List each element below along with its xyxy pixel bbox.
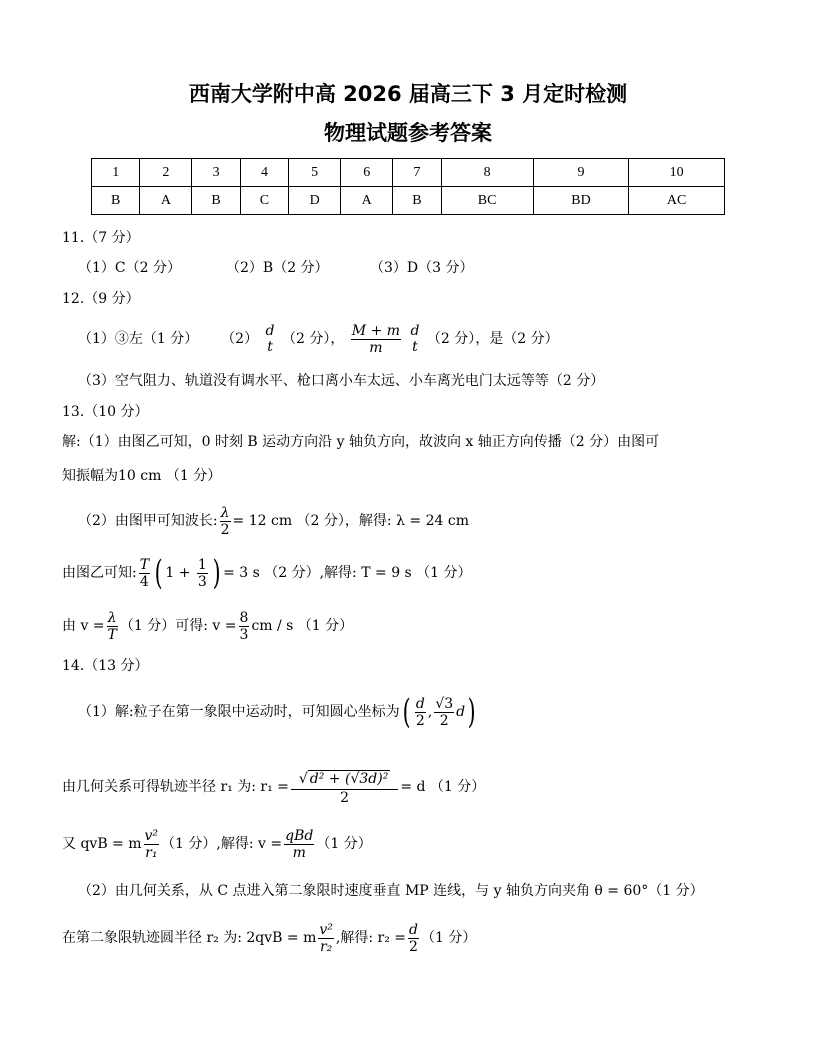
q11-part2: （2）B（2 分）	[226, 260, 329, 276]
denominator: t	[412, 339, 418, 355]
question-number: 2	[140, 159, 192, 187]
q13-line5-result: cm / s （1 分）	[251, 618, 354, 634]
denominator: t	[267, 339, 273, 355]
question-number: 1	[92, 159, 140, 187]
numerator: 8	[239, 609, 249, 626]
fraction-d-over-t	[265, 323, 276, 355]
q13-line4-result: = 3 s （2 分）,解得: T = 9 s （1 分）	[223, 565, 472, 581]
numerator: T	[139, 556, 150, 573]
fraction-T-over-4	[139, 557, 150, 590]
fraction-lambda-over-T	[107, 610, 118, 643]
fraction-v2-over-r1	[144, 828, 160, 861]
q14-heading: 14.（13 分）	[62, 658, 149, 674]
question-number: 9	[533, 159, 629, 187]
answer-table	[91, 158, 725, 215]
denominator: T	[107, 626, 117, 643]
numerator: d	[409, 921, 418, 938]
fraction-qBd-over-m	[284, 828, 314, 861]
q14-line5-score: （1 分）	[420, 930, 477, 946]
q14-line3-score: （1 分）	[316, 836, 372, 852]
denominator: m	[369, 339, 383, 356]
fraction-lambda-over-2	[220, 505, 231, 538]
right-paren: )	[467, 692, 476, 732]
numerator: qBd	[285, 827, 314, 844]
q13-heading: 13.（10 分）	[62, 404, 149, 420]
denominator: 2	[439, 712, 449, 729]
q14-line3-text: 又 qvB = m	[62, 836, 142, 852]
fraction-mass-ratio	[351, 323, 401, 356]
denominator: r₁	[145, 844, 158, 861]
q13-line5-text: 由 v =	[62, 618, 105, 634]
numerator: 1	[197, 556, 207, 573]
q14-line4: （2）由几何关系，从 C 点进入第二象限时速度垂直 MP 连线，与 y 轴负方向夹角 θ = 60°（1 分）	[78, 883, 704, 899]
q12-score1: （2 分），	[281, 331, 345, 347]
q14-line3	[62, 824, 372, 864]
q14-line2-text: 由几何关系可得轨迹半径 r₁ 为: r₁ =	[62, 779, 289, 795]
numerator: λ	[220, 504, 230, 521]
q13-line4-text: 由图乙可知:	[62, 565, 137, 581]
numerator: v²	[144, 827, 159, 844]
answer-cell: B	[393, 187, 441, 215]
left-paren: (	[402, 692, 411, 732]
page-subtitle: 物理试题参考答案	[324, 121, 492, 145]
question-number-row	[92, 159, 725, 187]
q13-line3-result: = 12 cm （2 分），解得: λ = 24 cm	[232, 513, 469, 529]
question-number: 5	[289, 159, 341, 187]
answer-cell: AC	[629, 187, 725, 215]
q14-line5	[62, 918, 476, 958]
variable-d: d	[456, 704, 466, 720]
numerator: d	[410, 323, 420, 339]
one: 1	[165, 565, 175, 581]
numerator: d	[415, 695, 425, 712]
right-paren: )	[212, 553, 221, 593]
numerator: λ	[107, 609, 117, 626]
fraction-radius	[291, 768, 398, 806]
numerator: M + m	[351, 322, 401, 339]
question-number: 10	[629, 159, 725, 187]
answer-cell: A	[341, 187, 393, 215]
question-number: 3	[192, 159, 240, 187]
fraction-d-over-2	[408, 922, 419, 955]
left-paren: (	[154, 553, 163, 593]
denominator: 3	[197, 573, 207, 590]
sqrt-radicand: d² + (√3d)²	[309, 771, 389, 787]
denominator: 2	[220, 521, 230, 538]
q12-heading: 12.（9 分）	[62, 291, 140, 307]
numerator: v²	[319, 921, 333, 938]
denominator: r₂	[319, 938, 333, 955]
q14-line1: （1）解:粒子在第一象限中运动时，可知圆心坐标为( $\frac{d}{2}$ , $\frac{√3}{2}$ d)	[78, 692, 476, 732]
fraction-d-over-t	[409, 323, 420, 355]
denominator: 2	[415, 712, 425, 729]
answer-row	[92, 187, 725, 215]
q14-line2-result: = d （1 分）	[400, 779, 486, 795]
answer-cell: BC	[441, 187, 533, 215]
numerator: d	[265, 323, 275, 339]
numerator: √ d² + (√3d)²	[291, 768, 398, 790]
answer-cell: D	[289, 187, 341, 215]
q11-part3: （3）D（3 分）	[370, 260, 474, 276]
q14-line5-mid: ,解得: r₂ =	[335, 930, 406, 946]
denominator: 4	[139, 573, 149, 590]
answer-cell: B	[92, 187, 140, 215]
q13-line5-mid: （1 分）可得: v =	[119, 618, 237, 634]
answer-cell: A	[140, 187, 192, 215]
answer-cell: B	[192, 187, 240, 215]
q14-line1-text: （1）解:粒子在第一象限中运动时，可知圆心坐标为	[78, 704, 400, 720]
denominator: 2	[409, 938, 418, 955]
q12-part1: （1）③左（1 分）	[78, 331, 199, 347]
denominator: 3	[239, 626, 249, 643]
question-number: 7	[393, 159, 441, 187]
fraction-8-over-3	[239, 610, 250, 643]
q12-score2: （2 分），是（2 分）	[426, 331, 559, 347]
fraction-d-over-2	[415, 696, 426, 729]
q13-line2: 知振幅为10 cm （1 分）	[62, 468, 222, 484]
q12-line1	[78, 319, 559, 359]
numerator: √3	[435, 695, 454, 712]
answer-cell: BD	[533, 187, 629, 215]
question-number: 6	[341, 159, 393, 187]
question-number: 8	[441, 159, 533, 187]
fraction-sqrt3-over-2	[434, 696, 454, 729]
q14-line2	[62, 757, 485, 817]
denominator: m	[292, 844, 306, 861]
denominator: 2	[340, 790, 350, 806]
q13-line3	[78, 501, 469, 541]
q11-heading: 11.（7 分）	[62, 230, 140, 246]
page-title: 西南大学附中高 2026 届高三下 3 月定时检测	[188, 82, 628, 106]
fraction-v2-over-r2	[318, 922, 334, 955]
question-number: 4	[240, 159, 288, 187]
q14-line5-text: 在第二象限轨迹圆半径 r₂ 为: 2qvB = m	[62, 930, 317, 946]
q14-line3-mid: （1 分）,解得: v =	[161, 836, 283, 852]
q13-line1: 解:（1）由图乙可知，0 时刻 B 运动方向沿 y 轴负方向，故波向 x 轴正方向传播（2 分）由图可	[62, 434, 660, 450]
q13-line3-text: （2）由图甲可知波长:	[78, 513, 218, 529]
q13-line5	[62, 606, 353, 646]
q12-part2-label: （2）	[221, 331, 259, 347]
q11-part1: （1）C（2 分）	[78, 260, 181, 276]
q13-line4: 由图乙可知: $\frac{T}{4}$ ( 1 + $\frac{1}{3}$ ) = 3 s （2 分）,解得: T = 9 s （1 分）	[62, 553, 472, 593]
answer-cell: C	[240, 187, 288, 215]
fraction-1-over-3	[197, 557, 208, 590]
q12-part3: （3）空气阻力、轨道没有调水平、枪口离小车太远、小车离光电门太远等等（2 分）	[78, 373, 605, 389]
